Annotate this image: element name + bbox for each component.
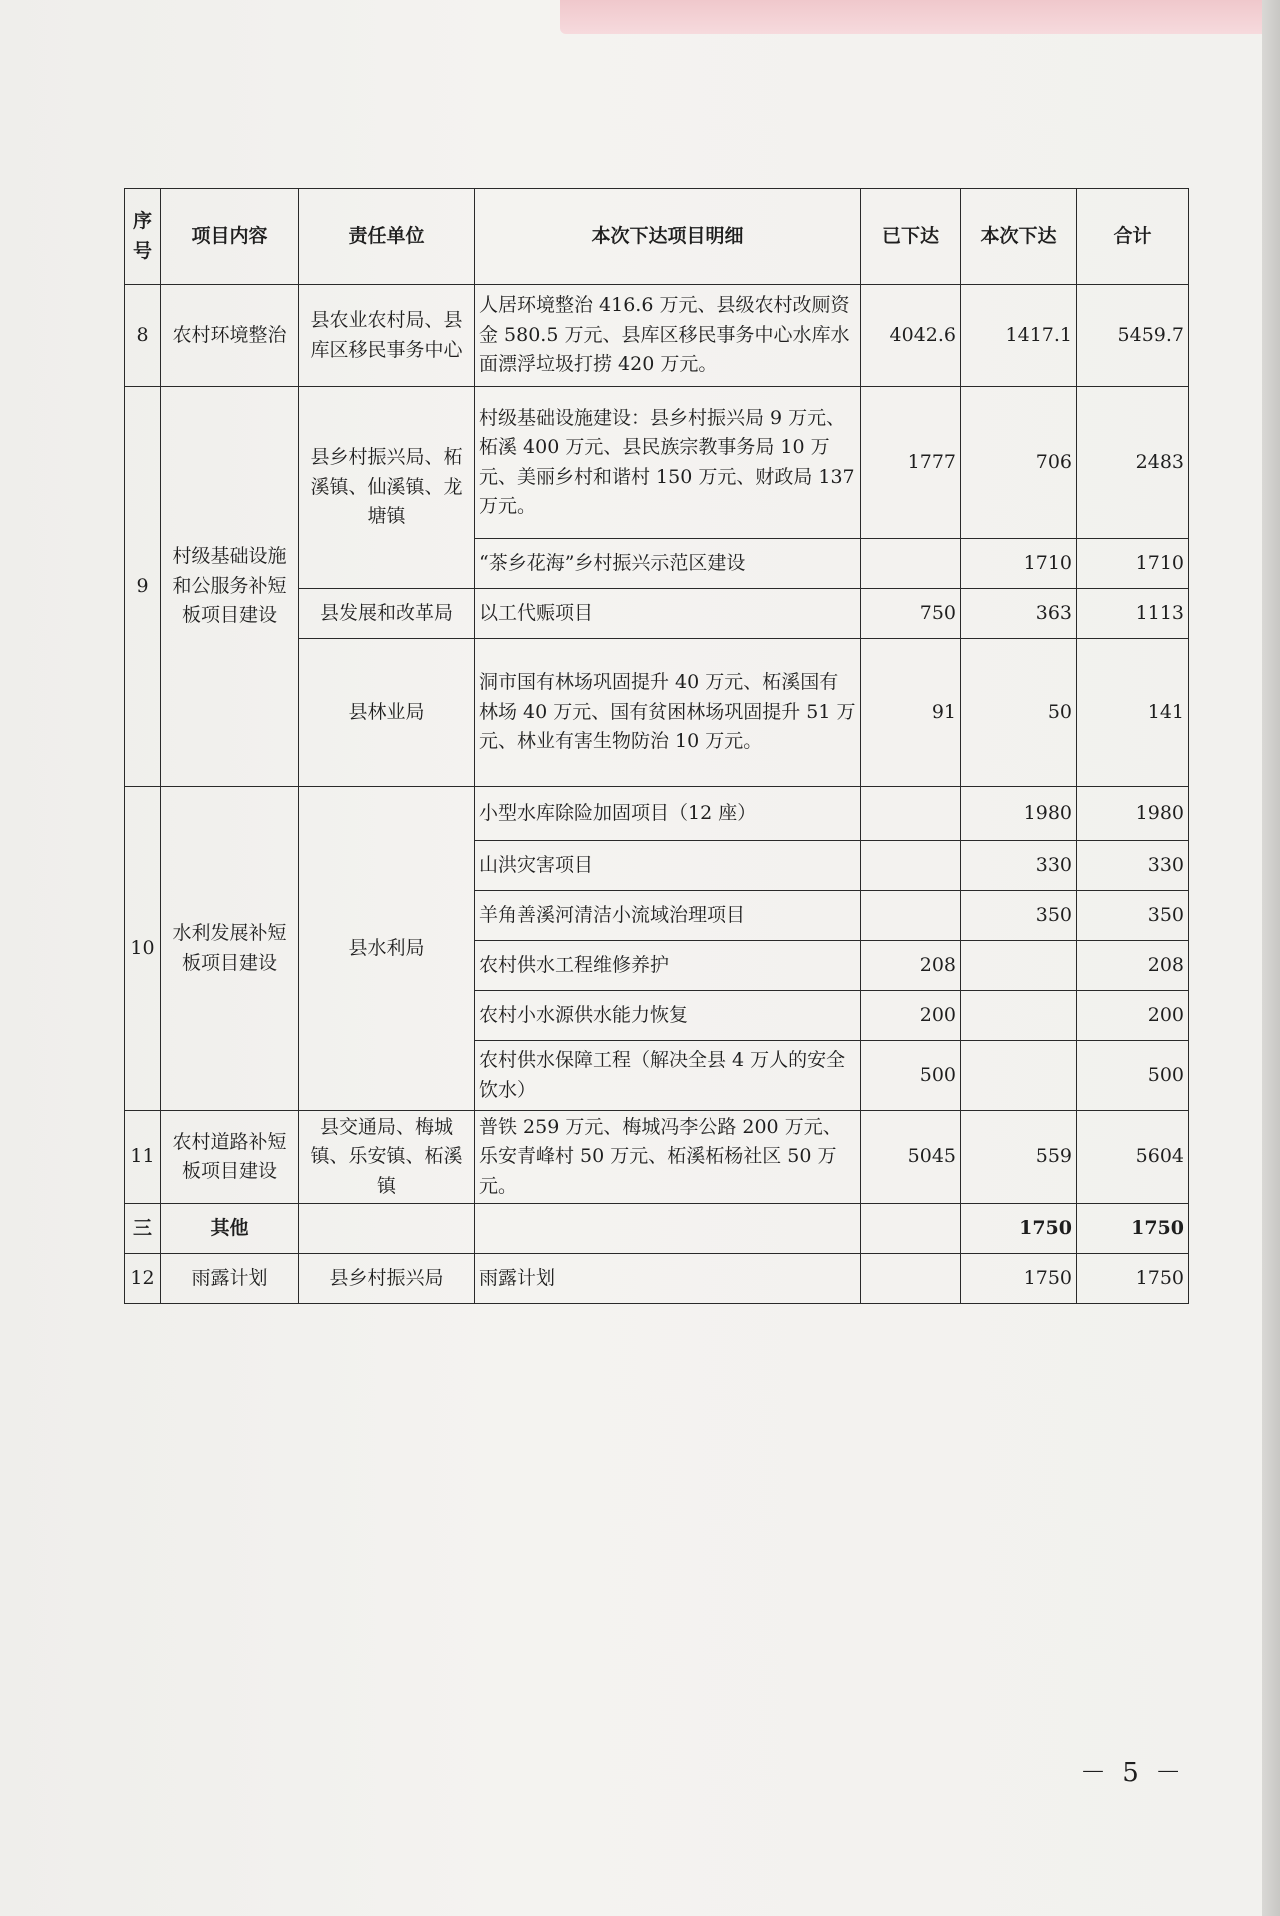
table-row <box>125 1254 1189 1304</box>
header-total: 合计 <box>1077 189 1189 285</box>
page-number: － 5 － <box>1080 1758 1186 1788</box>
current-cell: 363 <box>961 589 1077 639</box>
table-row <box>125 1111 1189 1204</box>
total-cell: 5459.7 <box>1077 285 1189 387</box>
table-row <box>125 387 1189 539</box>
current-cell: 1750 <box>961 1254 1077 1304</box>
seq-cell: 8 <box>125 285 161 387</box>
current-cell: 1750 <box>961 1204 1077 1254</box>
header-current: 本次下达 <box>961 189 1077 285</box>
issued-cell <box>861 1204 961 1254</box>
table-row <box>125 285 1189 387</box>
seq-cell: 三 <box>125 1204 161 1254</box>
detail-cell: 小型水库除险加固项目（12 座） <box>475 787 861 841</box>
table-row <box>125 1204 1189 1254</box>
total-cell: 500 <box>1077 1041 1189 1111</box>
detail-cell: 雨露计划 <box>475 1254 861 1304</box>
issued-cell <box>861 891 961 941</box>
project-cell: 农村道路补短板项目建设 <box>161 1111 299 1204</box>
seq-cell: 9 <box>125 387 161 787</box>
current-cell: 50 <box>961 639 1077 787</box>
detail-cell: 农村小水源供水能力恢复 <box>475 991 861 1041</box>
header-detail: 本次下达项目明细 <box>475 189 861 285</box>
issued-cell: 750 <box>861 589 961 639</box>
table-header-row <box>125 189 1189 285</box>
project-cell: 其他 <box>161 1204 299 1254</box>
unit-cell: 县发展和改革局 <box>299 589 475 639</box>
total-cell: 200 <box>1077 991 1189 1041</box>
project-cell: 水利发展补短板项目建设 <box>161 787 299 1111</box>
issued-cell: 91 <box>861 639 961 787</box>
pink-tab <box>560 0 1262 34</box>
current-cell <box>961 1041 1077 1111</box>
detail-cell: “茶乡花海”乡村振兴示范区建设 <box>475 539 861 589</box>
total-cell: 5604 <box>1077 1111 1189 1204</box>
current-cell: 1710 <box>961 539 1077 589</box>
issued-cell: 4042.6 <box>861 285 961 387</box>
seq-cell: 11 <box>125 1111 161 1204</box>
header-project: 项目内容 <box>161 189 299 285</box>
detail-cell: 农村供水保障工程（解决全县 4 万人的安全饮水） <box>475 1041 861 1111</box>
detail-cell <box>475 1204 861 1254</box>
project-cell: 村级基础设施和公服务补短板项目建设 <box>161 387 299 787</box>
total-cell: 330 <box>1077 841 1189 891</box>
header-unit: 责任单位 <box>299 189 475 285</box>
total-cell: 1113 <box>1077 589 1189 639</box>
paper-edge <box>1262 0 1280 1916</box>
current-cell <box>961 941 1077 991</box>
issued-cell: 200 <box>861 991 961 1041</box>
unit-cell: 县农业农村局、县库区移民事务中心 <box>299 285 475 387</box>
current-cell: 1417.1 <box>961 285 1077 387</box>
total-cell: 2483 <box>1077 387 1189 539</box>
total-cell: 1750 <box>1077 1254 1189 1304</box>
detail-cell: 村级基础设施建设：县乡村振兴局 9 万元、柘溪 400 万元、县民族宗教事务局 10 万元、美丽乡村和谐村 150 万元、财政局 137 万元。 <box>475 387 861 539</box>
current-cell <box>961 991 1077 1041</box>
unit-cell: 县水利局 <box>299 787 475 1111</box>
project-cell: 农村环境整治 <box>161 285 299 387</box>
table-row <box>125 787 1189 841</box>
header-issued: 已下达 <box>861 189 961 285</box>
issued-cell <box>861 787 961 841</box>
total-cell: 141 <box>1077 639 1189 787</box>
detail-cell: 山洪灾害项目 <box>475 841 861 891</box>
unit-cell: 县林业局 <box>299 639 475 787</box>
project-table <box>124 188 1189 1304</box>
detail-cell: 以工代赈项目 <box>475 589 861 639</box>
current-cell: 706 <box>961 387 1077 539</box>
current-cell: 1980 <box>961 787 1077 841</box>
total-cell: 350 <box>1077 891 1189 941</box>
total-cell: 1710 <box>1077 539 1189 589</box>
current-cell: 350 <box>961 891 1077 941</box>
issued-cell <box>861 841 961 891</box>
unit-cell: 县交通局、梅城镇、乐安镇、柘溪镇 <box>299 1111 475 1204</box>
seq-cell: 10 <box>125 787 161 1111</box>
total-cell: 208 <box>1077 941 1189 991</box>
unit-cell: 县乡村振兴局 <box>299 1254 475 1304</box>
current-cell: 559 <box>961 1111 1077 1204</box>
detail-cell: 农村供水工程维修养护 <box>475 941 861 991</box>
detail-cell: 普铁 259 万元、梅城冯李公路 200 万元、乐安青峰村 50 万元、柘溪柘杨社区 50 万元。 <box>475 1111 861 1204</box>
current-cell: 330 <box>961 841 1077 891</box>
issued-cell: 208 <box>861 941 961 991</box>
total-cell: 1750 <box>1077 1204 1189 1254</box>
project-cell: 雨露计划 <box>161 1254 299 1304</box>
issued-cell <box>861 539 961 589</box>
unit-cell <box>299 1204 475 1254</box>
detail-cell: 洞市国有林场巩固提升 40 万元、柘溪国有林场 40 万元、国有贫困林场巩固提升 51 万元、林业有害生物防治 10 万元。 <box>475 639 861 787</box>
issued-cell: 5045 <box>861 1111 961 1204</box>
issued-cell <box>861 1254 961 1304</box>
unit-cell: 县乡村振兴局、柘溪镇、仙溪镇、龙塘镇 <box>299 387 475 589</box>
detail-cell: 羊角善溪河清洁小流域治理项目 <box>475 891 861 941</box>
issued-cell: 500 <box>861 1041 961 1111</box>
header-seq: 序号 <box>125 189 161 285</box>
detail-cell: 人居环境整治 416.6 万元、县级农村改厕资金 580.5 万元、县库区移民事务中心水库水面漂浮垃圾打捞 420 万元。 <box>475 285 861 387</box>
total-cell: 1980 <box>1077 787 1189 841</box>
issued-cell: 1777 <box>861 387 961 539</box>
seq-cell: 12 <box>125 1254 161 1304</box>
